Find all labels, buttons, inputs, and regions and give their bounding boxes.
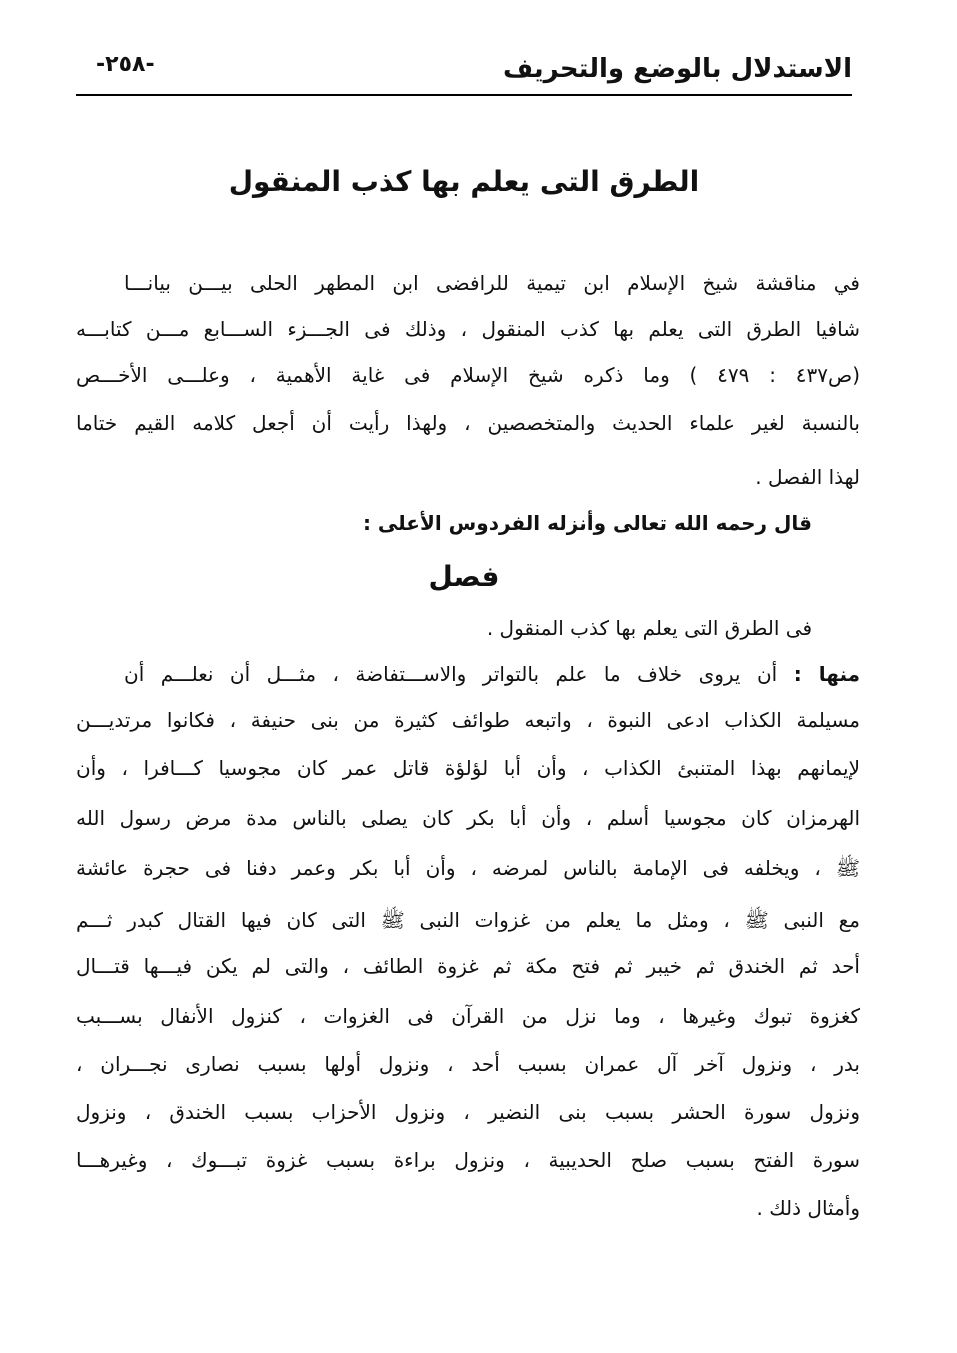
- running-title: الاستدلال بالوضع والتحريف: [502, 54, 852, 84]
- body-line-12: وأمثال ذلك .: [756, 1196, 860, 1220]
- body-line-1: [76, 654, 860, 694]
- section-heading: فصل: [428, 560, 500, 593]
- intro-line-3: (ص٤٣٧ : ٤٧٩ ) وما ذكره شيخ الإسلام فى غاية الأهمية ، وعلـــى الأخـــص: [76, 363, 860, 387]
- intro-line-5: لهذا الفصل .: [755, 465, 860, 489]
- page-number: -٢٥٨-: [96, 52, 155, 77]
- body-line-10: ونزول سورة الحشر بسبب بنى النضير ، ونزول الأحزاب بسبب الخندق ، ونزول: [76, 1100, 860, 1124]
- body-line-6: مع النبى ﷺ ، ومثل ما يعلم من غزوات النبى ﷺ التى كان فيها القتال كبدر ثـــم: [76, 908, 860, 932]
- body-line-7: أحد ثم الخندق ثم خيبر ثم فتح مكة ثم غزوة الطائف ، والتى لم يكن فيـــها قتـــال: [76, 954, 860, 978]
- intro-line-1: [76, 263, 860, 303]
- quote-intro: قال رحمه الله تعالى وأنزله الفردوس الأعلى :: [362, 511, 812, 535]
- section-subtitle: فى الطرق التى يعلم بها كذب المنقول .: [486, 616, 812, 640]
- body-line-11: سورة الفتح بسبب صلح الحديبية ، ونزول براءة بسبب غزوة تبـــوك ، وغيرهـــا: [76, 1148, 860, 1172]
- chapter-title: الطرق التى يعلم بها كذب المنقول: [228, 165, 700, 198]
- body-line-1-text: [124, 654, 860, 694]
- body-line-4: الهرمزان كان مجوسيا أسلم ، وأن أبا بكر كان يصلى بالناس مدة مرض رسول الله: [76, 806, 860, 830]
- body-line-1-rest: أن يروى خلاف ما علم بالتواتر والاســـتفاضة ، مثـــل أن نعلـــم أن: [124, 662, 778, 686]
- intro-line-4: بالنسبة لغير علماء الحديث والمتخصصين ، ولهذا رأيت أن أجعل كلامه القيم ختاما: [76, 411, 860, 435]
- intro-line-1-text: في مناقشة شيخ الإسلام ابن تيمية للرافضى ابن المطهر الحلى بيـــن بيانـــا: [124, 271, 860, 295]
- body-line-3: لإيمانهم بهذا المتنبئ الكذاب ، وأن أبا لؤلؤة قاتل عمر كان مجوسيا كـــافرا ، وأن: [76, 756, 860, 780]
- body-line-2: مسيلمة الكذاب ادعى النبوة ، واتبعه طوائف كثيرة من بنى حنيفة ، فكانوا مرتديـــن: [76, 708, 860, 732]
- page-header: [76, 44, 852, 96]
- lead-word: منها :: [793, 662, 861, 686]
- body-line-9: بدر ، ونزول آخر آل عمران بسبب أحد ، ونزول أولها بسبب نصارى نجـــران ،: [76, 1052, 860, 1076]
- intro-line-2: شافيا الطرق التى يعلم بها كذب المنقول ، وذلك فى الجـــزء الســـابع مـــن كتابـــه: [76, 317, 860, 341]
- body-line-5: ﷺ ، ويخلفه فى الإمامة بالناس لمرضه ، وأن أبا بكر وعمر دفنا فى حجرة عائشة: [76, 856, 860, 880]
- body-line-8: كغزوة تبوك وغيرها ، وما نزل من القرآن فى الغزوات ، كنزول الأنفال بســـبب: [76, 1004, 860, 1028]
